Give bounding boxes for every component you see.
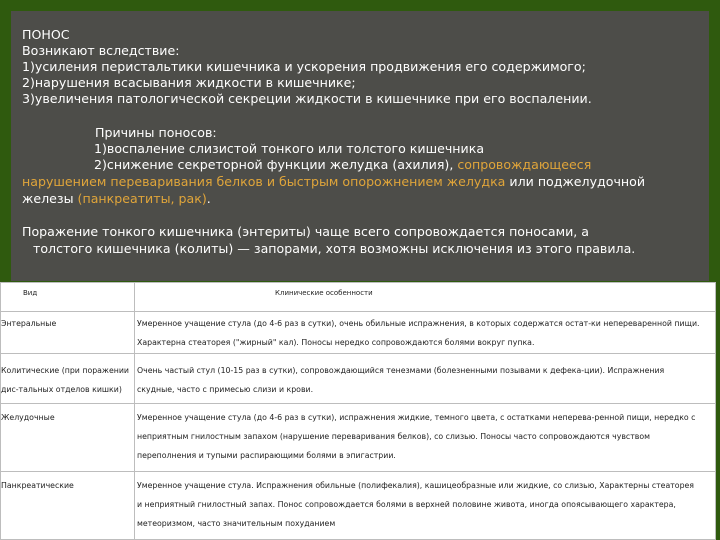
row-divider — [1, 403, 715, 404]
row-3-type: Желудочные — [1, 413, 55, 422]
reason-2-period: . — [206, 191, 211, 206]
row-4-type: Панкреатические — [1, 481, 74, 490]
row-1-type: Энтеральные — [1, 319, 57, 328]
row-2-features-line1: Очень частый стул (10-15 раз в сутки), сопровождающийся тенезмами (болезненными позывами к дефека-ции). Испражнения — [137, 366, 665, 375]
row-3-features-line2: неприятным гнилостным запахом (нарушение переваривания белков), со слизью. Поносы часто сопровождаются чувством — [137, 432, 651, 441]
reason-2-line2 — [22, 174, 645, 190]
reasons-title: Причины поносов: — [95, 125, 217, 140]
reason-2-line3 — [22, 191, 211, 207]
header-type: Вид — [23, 289, 38, 297]
note-line-1: Поражение тонкого кишечника (энтериты) чаще всего сопровождается поносами, а — [22, 224, 589, 239]
reason-2-text: 2)снижение секреторной функции желудка (ахилия), — [94, 157, 458, 172]
row-divider — [1, 471, 715, 472]
row-2-type-line1: Колитические (при поражении — [1, 366, 129, 375]
text-panel — [11, 11, 709, 281]
row-4-features-line1: Умеренное учащение стула. Испражнения обильные (полифекалия), кашицеобразные или жидкие, со слизью, Характерны стеаторея — [137, 481, 695, 490]
row-divider — [1, 353, 715, 354]
intro-line: Возникают вследствие: — [22, 43, 180, 58]
note-line-2: толстого кишечника (колиты) — запорами, хотя возможны исключения из этого правила. — [33, 241, 636, 256]
row-divider — [1, 311, 715, 312]
reason-2-highlight-2: нарушением переваривания белков и быстрым опорожнением желудка — [22, 174, 506, 189]
row-1-features-line2: Характерна стеаторея ("жирный" кал). Поносы нередко сопровождаются болями вокруг пупка. — [137, 338, 535, 347]
row-1-features-line1: Умеренное учащение стула (до 4-6 раз в сутки), очень обильные испражнения, в которых содержатся остат-ки непереваренной пищи. — [137, 319, 700, 328]
row-2-features-line2: скудные, часто с примесью слизи и крови. — [137, 385, 314, 394]
row-2-type-line2: дис-тальных отделов кишки) — [1, 385, 122, 394]
row-3-features-line3: переполнения и тупыми распирающими болями в эпигастрии. — [137, 451, 396, 460]
diarrhea-types-table — [0, 282, 716, 540]
header-features: Клинические особенности — [275, 289, 373, 297]
row-3-features-line1: Умеренное учащение стула (до 4-6 раз в сутки), испражнения жидкие, темного цвета, с остатками неперева-ренной пищи, нередко с — [137, 413, 696, 422]
reason-2-highlight: сопровождающееся — [457, 157, 592, 172]
column-divider — [134, 283, 135, 539]
cause-3: 3)увеличения патологической секреции жидкости в кишечнике при его воспалении. — [22, 91, 592, 106]
reason-2-line1 — [22, 157, 591, 173]
title: ПОНОС — [22, 27, 70, 42]
row-4-features-line2: и неприятный гнилостный запах. Понос сопровождается болями в верхней половине живота, иногда опоясывающего характера, — [137, 500, 676, 509]
reason-2-text-3: железы — [22, 191, 78, 206]
row-4-features-line3: метеоризмом, часто значительным похуданием — [137, 519, 336, 528]
reason-2-highlight-3: (панкреатиты, рак) — [77, 191, 207, 206]
cause-2: 2)нарушения всасывания жидкости в кишечнике; — [22, 75, 356, 90]
cause-1: 1)усиления перистальтики кишечника и ускорения продвижения его содержимого; — [22, 59, 586, 74]
reason-2-text-2: или поджелудочной — [505, 174, 646, 189]
reason-1: 1)воспаление слизистой тонкого или толстого кишечника — [94, 141, 485, 156]
